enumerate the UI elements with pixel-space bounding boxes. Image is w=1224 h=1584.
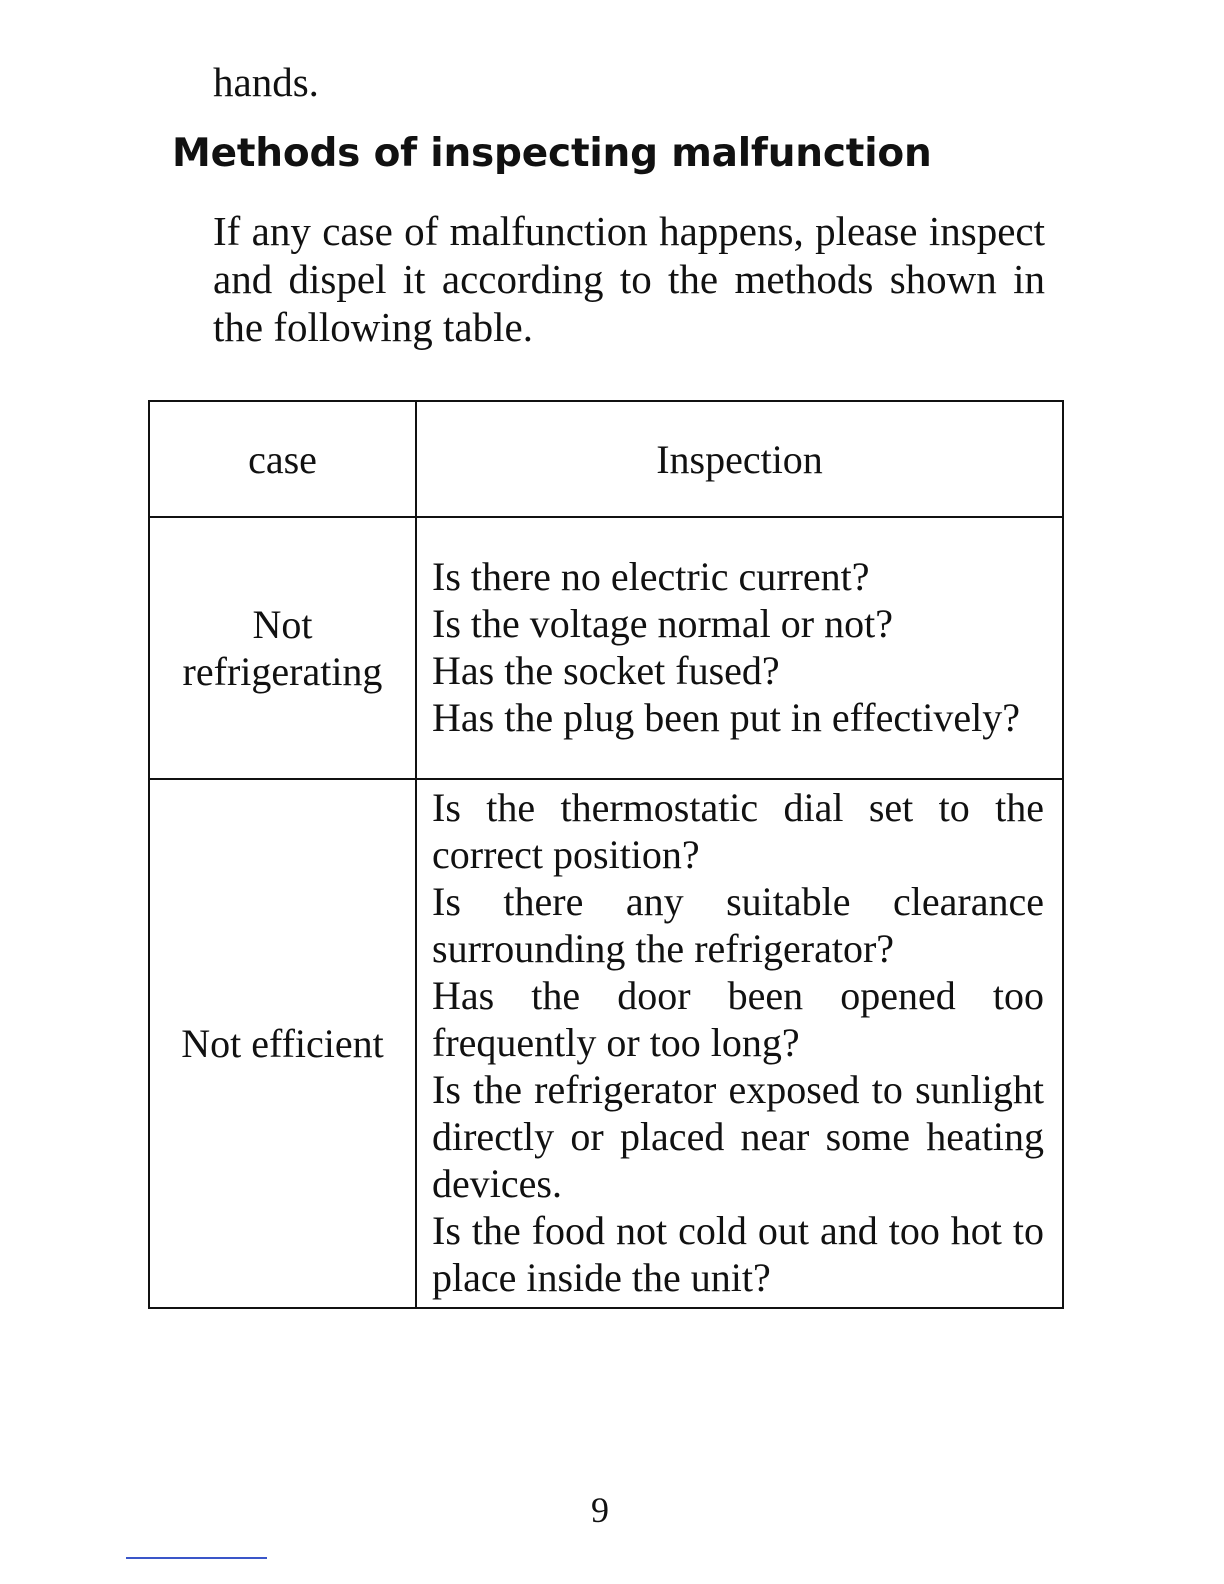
inspection-item: Has the socket fused?: [432, 648, 780, 693]
case-cell: [149, 779, 416, 1308]
inspection-item: Is the refrigerator exposed to sunlight directly or placed near some heating devices.: [432, 1067, 1044, 1206]
section-heading: Methods of inspecting malfunction: [172, 131, 932, 176]
continuation-text: hands.: [213, 59, 319, 105]
inspection-cell: [416, 779, 1063, 1308]
inspection-item: Is there no electric current?: [432, 554, 870, 599]
case-cell: [149, 517, 416, 779]
malfunction-table: [148, 400, 1064, 1309]
intro-paragraph: If any case of malfunction happens, please inspect and dispel it according to the methods shown in the following table.: [213, 208, 1045, 350]
header-inspection: Inspection: [416, 401, 1063, 517]
inspection-cell: [416, 517, 1063, 779]
page-number: 9: [591, 1490, 609, 1530]
inspection-item: Is the voltage normal or not?: [432, 601, 893, 646]
table-row: [149, 517, 1063, 779]
table-row: [149, 779, 1063, 1308]
case-label-line: Not: [252, 602, 313, 647]
header-case: case: [149, 401, 416, 517]
inspection-item: Has the plug been put in effectively?: [432, 695, 1020, 740]
inspection-item: Is the food not cold out and too hot to place inside the unit?: [432, 1208, 1044, 1300]
inspection-item: Is there any suitable clearance surrounding the refrigerator?: [432, 879, 1044, 971]
inspection-item: Has the door been opened too frequently or too long?: [432, 973, 1044, 1065]
scan-edge-mark: [126, 1557, 267, 1559]
table-header-row: [149, 401, 1063, 517]
case-label-line: Not efficient: [181, 1021, 384, 1066]
case-label-line: refrigerating: [182, 649, 383, 694]
inspection-item: Is the thermostatic dial set to the correct position?: [432, 785, 1044, 877]
